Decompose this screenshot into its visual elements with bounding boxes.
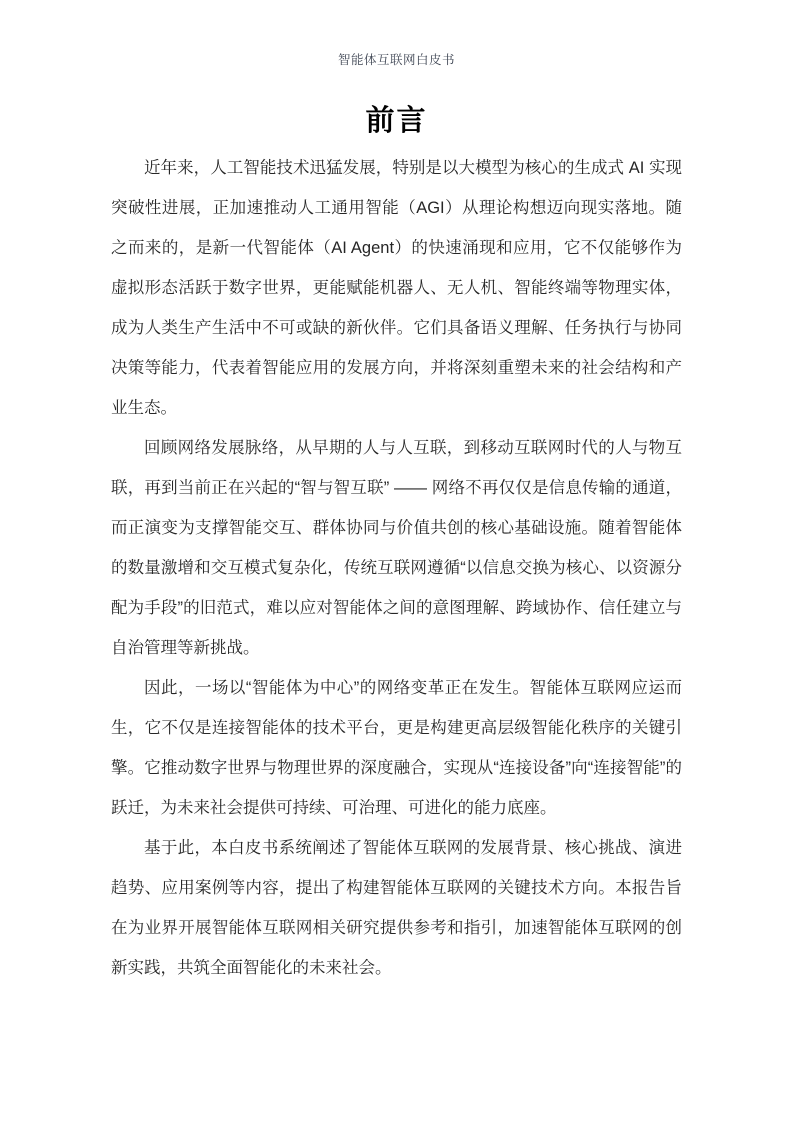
- page-title: 前言: [365, 105, 428, 137]
- paragraph-2: 回顾网络发展脉络，从早期的人与人互联，到移动互联网时代的人与物互联，再到当前正在兴起的“智与智互联” —— 网络不再仅仅是信息传输的通道，而正演变为支撑智能交互、群体协同与价值共创的核心基础设施。随着智能体的数量激增和交互模式复杂化，传统互联网遵循“以信息交换为核心、以资源分配为手段”的旧范式，难以应对智能体之间的意图理解、跨域协作、信任建立与自治管理等新挑战。: [111, 439, 682, 657]
- running-header: 智能体互联网白皮书: [337, 53, 455, 67]
- paragraph-3: 因此，一场以“智能体为中心”的网络变革正在发生。智能体互联网应运而生，它不仅是连接智能体的技术平台，更是构建更高层级智能化秩序的关键引擎。它推动数字世界与物理世界的深度融合，实现从“连接设备”向“连接智能”的跃迁，为未来社会提供可持续、可治理、可进化的能力底座。: [111, 679, 682, 817]
- paragraph-1: 近年来，人工智能技术迅猛发展，特别是以大模型为核心的生成式 AI 实现突破性进展，正加速推动人工通用智能（AGI）从理论构想迈向现实落地。随之而来的，是新一代智能体（AI Agent）的快速涌现和应用，它不仅能够作为虚拟形态活跃于数字世界，更能赋能机器人、无人机、智能终端等物理实体，成为人类生产生活中不可或缺的新伙伴。它们具备语义理解、任务执行与协同决策等能力，代表着智能应用的发展方向，并将深刻重塑未来的社会结构和产业生态。: [111, 159, 682, 417]
- paragraph-4: 基于此，本白皮书系统阐述了智能体互联网的发展背景、核心挑战、演进趋势、应用案例等内容，提出了构建智能体互联网的关键技术方向。本报告旨在为业界开展智能体互联网相关研究提供参考和指引，加速智能体互联网的创新实践，共筑全面智能化的未来社会。: [111, 839, 682, 977]
- document-body: [111, 148, 682, 988]
